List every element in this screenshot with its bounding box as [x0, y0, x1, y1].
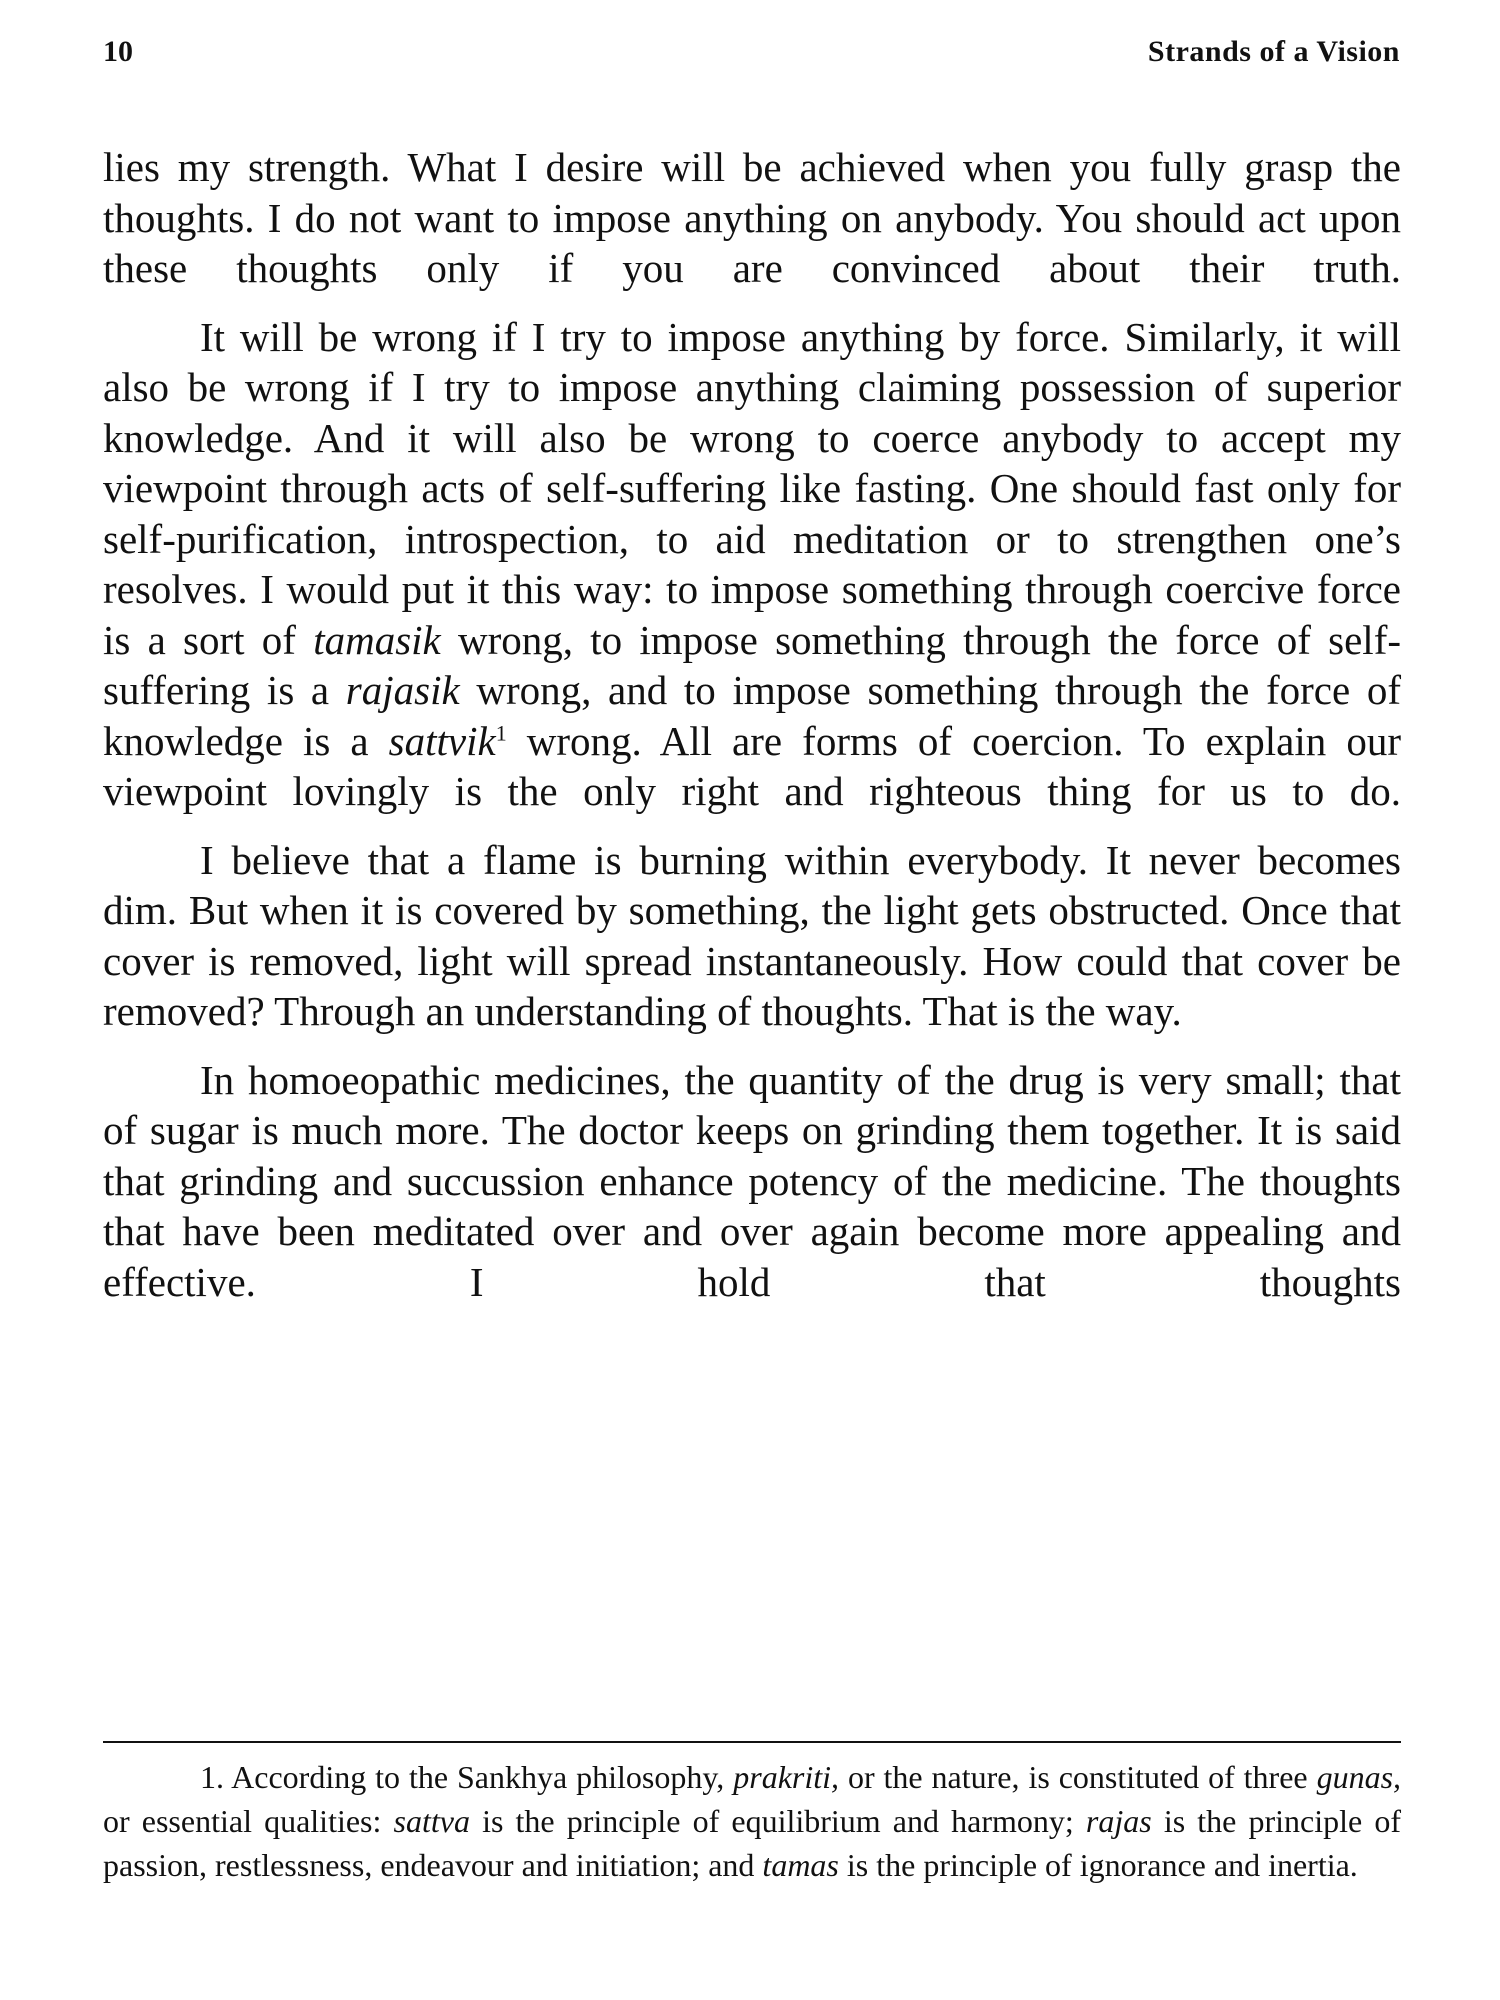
footnote-divider	[103, 1741, 1401, 1743]
book-title: Strands of a Vision	[1147, 35, 1400, 68]
paragraph-2-text-d: wrong. All are forms of coercion. To explain our viewpoint lovingly is the only right and righteous thing for us to do.	[103, 717, 1401, 814]
paragraph-2-text-c: wrong, and to impose something through the force of knowledge is a	[103, 667, 1401, 764]
term-prakriti: prakriti,	[733, 1759, 840, 1795]
paragraph-1-text: lies my strength. What I desire will be achieved when you fully grasp the thoughts. I do not want to impose anything on anybody. You should act upon these thoughts only if you are convinced about their truth.	[103, 144, 1401, 291]
term-sattvik: sattvik	[388, 717, 496, 764]
paragraph-3	[103, 835, 1401, 1037]
page-number: 10	[103, 35, 133, 68]
footnote-marker: 1	[495, 719, 507, 745]
footnote	[103, 1755, 1401, 1887]
term-tamas: tamas	[762, 1847, 839, 1883]
footnote-text-b: or the nature, is constituted of three	[839, 1759, 1317, 1795]
paragraph-2-text-a: It will be wrong if I try to impose anything by force. Similarly, it will also be wrong if I try to impose anything claiming possession of superior knowledge. And it will also be wrong to coerce anybody to accept my viewpoint through acts of self-suffering like fasting. One should fast only for self-purification, introspection, to aid meditation or to strengthen one’s resolves. I would put it this way: to impose something through coercive force is a sort of	[103, 313, 1401, 663]
paragraph-4	[103, 1055, 1401, 1308]
running-head	[103, 30, 1400, 74]
footnote-text-d: is the principle of equilibrium and harmony;	[469, 1803, 1086, 1839]
footnote-text-e: is the principle of passion, restlessness, endeavour and initiation; and	[103, 1803, 1402, 1883]
paragraph-2	[103, 312, 1401, 817]
term-rajasik: rajasik	[345, 667, 460, 713]
term-rajas: rajas	[1085, 1803, 1152, 1839]
paragraph-1	[103, 142, 1401, 294]
footnote-1	[103, 1755, 1401, 1887]
term-sattva: sattva	[393, 1803, 470, 1839]
term-gunas: gunas,	[1316, 1759, 1402, 1795]
paragraph-2-text-b: wrong, to impose something through the force of self-suffering is a	[103, 616, 1401, 713]
body-text	[103, 142, 1401, 1325]
footnote-text-c: or essential qualities:	[103, 1803, 394, 1839]
paragraph-3-text: I believe that a flame is burning within everybody. It never becomes dim. But when it is covered by something, the light gets obstructed. Once that cover is removed, light will spread instantaneously. How could that cover be removed? Through an understanding of thoughts. That is the way.	[103, 836, 1401, 1034]
paragraph-4-text: In homoeopathic medicines, the quantity of the drug is very small; that of sugar is much more. The doctor keeps on grinding them together. It is said that grinding and succussion enhance potency of the medicine. The thoughts that have been meditated over and over again become more appealing and effective. I hold that thoughts	[103, 1056, 1401, 1305]
term-tamasik: tamasik	[313, 616, 441, 663]
footnote-text-f: is the principle of ignorance and inertia.	[838, 1847, 1358, 1883]
footnote-text-a: 1. According to the Sankhya philosophy,	[200, 1759, 734, 1795]
